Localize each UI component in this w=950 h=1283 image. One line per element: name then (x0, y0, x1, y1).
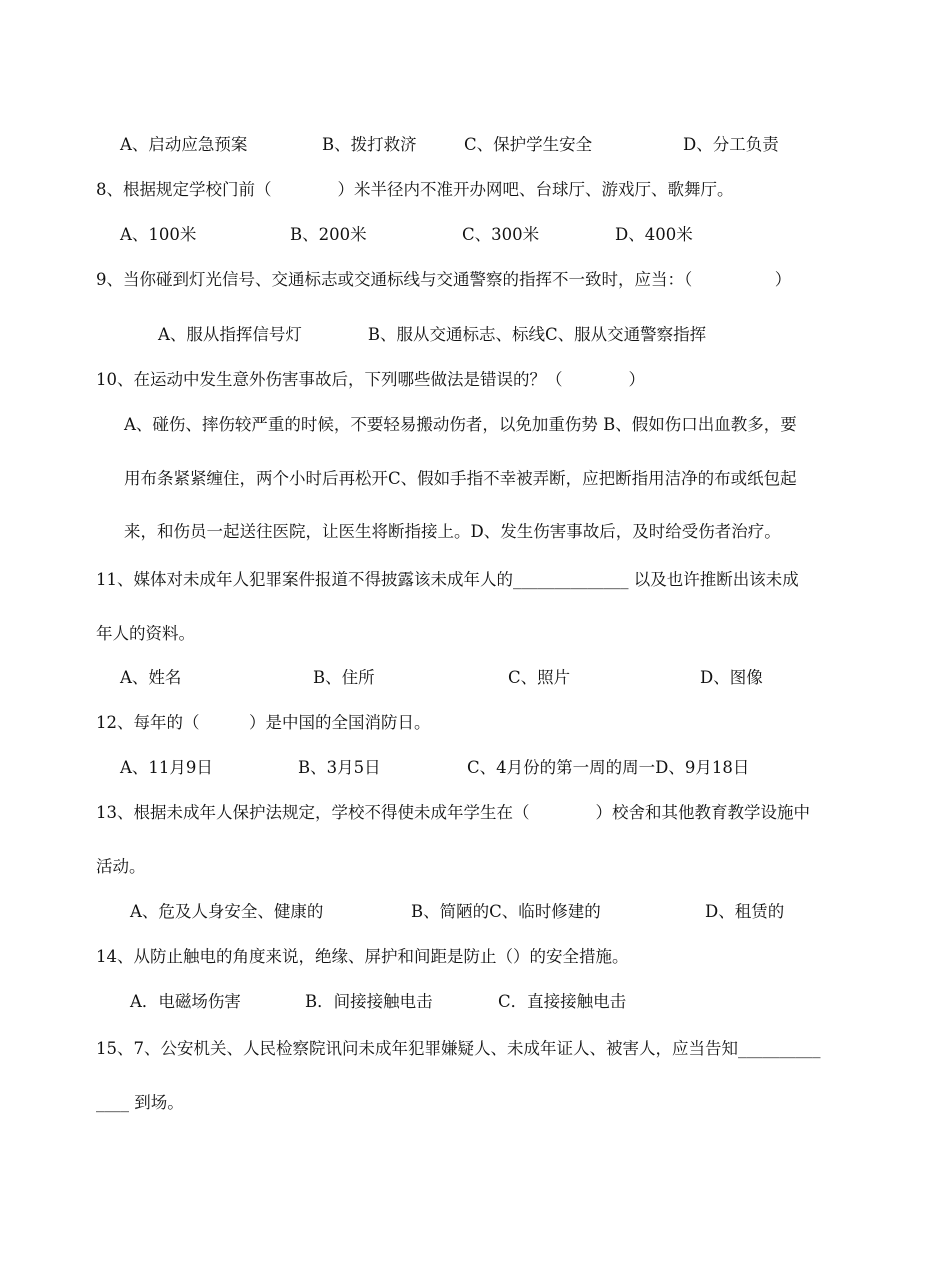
q14-option-a: A．电磁场伤害 (130, 992, 241, 1011)
q11-option-d: D、图像 (700, 668, 763, 687)
q8-option-a: A、100米 (120, 225, 197, 244)
q12-option-b: B、3月5日 (298, 758, 381, 777)
q13-option-bc: B、简陋的C、临时修建的 (411, 902, 601, 921)
q8-option-b: B、200米 (290, 225, 367, 244)
q11-question-line-1: 11、媒体对未成年人犯罪案件报道不得披露该未成年人的______________ 以及也许推断出该未成 (96, 570, 799, 589)
q10-options-line-3: 来，和伤员一起送往医院，让医生将断指接上。D、发生伤害事故后，及时给受伤者治疗。 (124, 522, 781, 541)
q11-option-c: C、照片 (508, 668, 571, 687)
q15-question-line-1: 15、7、公安机关、人民检察院讯问未成年犯罪嫌疑人、未成年证人、被害人，应当告知__________ (96, 1039, 821, 1058)
q13-question-line-2: 活动。 (96, 857, 146, 876)
q9-question: 9、当你碰到灯光信号、交通标志或交通标线与交通警察的指挥不一致时，应当：（ ） (96, 270, 792, 289)
q10-options-line-2: 用布条紧紧缠住，两个小时后再松开C、假如手指不幸被弄断，应把断指用洁净的布或纸包起 (124, 469, 797, 488)
q10-question: 10、在运动中发生意外伤害事故后，下列哪些做法是错误的？（ ） (96, 370, 645, 389)
q14-option-c: C．直接接触电击 (498, 992, 627, 1011)
q13-option-a: A、危及人身安全、健康的 (130, 902, 324, 921)
q12-option-a: A、11月9日 (120, 758, 213, 777)
q7-option-c: C、保护学生安全 (464, 135, 593, 154)
q14-question: 14、从防止触电的角度来说，绝缘、屏护和间距是防止（）的安全措施。 (96, 947, 629, 966)
q11-option-b: B、住所 (313, 668, 375, 687)
q11-question-line-2: 年人的资料。 (96, 624, 195, 643)
q7-option-a: A、启动应急预案 (120, 135, 248, 154)
q8-option-c: C、300米 (462, 225, 540, 244)
q12-question: 12、每年的（ ）是中国的全国消防日。 (96, 713, 431, 732)
q7-option-d: D、分工负责 (683, 135, 779, 154)
q9-options: A、服从指挥信号灯 B、服从交通标志、标线C、服从交通警察指挥 (158, 325, 707, 344)
q10-options-line-1: A、碰伤、摔伤较严重的时候，不要轻易搬动伤者，以免加重伤势 B、假如伤口出血教多，要 (124, 415, 797, 434)
q8-question: 8、根据规定学校门前（ ）米半径内不准开办网吧、台球厅、游戏厅、歌舞厅。 (96, 180, 734, 199)
q11-option-a: A、姓名 (120, 668, 182, 687)
q12-option-cd: C、4月份的第一周的周一D、9月18日 (467, 758, 750, 777)
q7-option-b: B、拨打救济 (322, 135, 417, 154)
q13-question-line-1: 13、根据未成年人保护法规定，学校不得使未成年学生在（ ）校舍和其他教育教学设施中 (96, 803, 810, 822)
q14-option-b: B．间接接触电击 (305, 992, 433, 1011)
q8-option-d: D、400米 (615, 225, 693, 244)
q15-question-line-2: ____ 到场。 (96, 1093, 184, 1112)
q13-option-d: D、租赁的 (705, 902, 785, 921)
